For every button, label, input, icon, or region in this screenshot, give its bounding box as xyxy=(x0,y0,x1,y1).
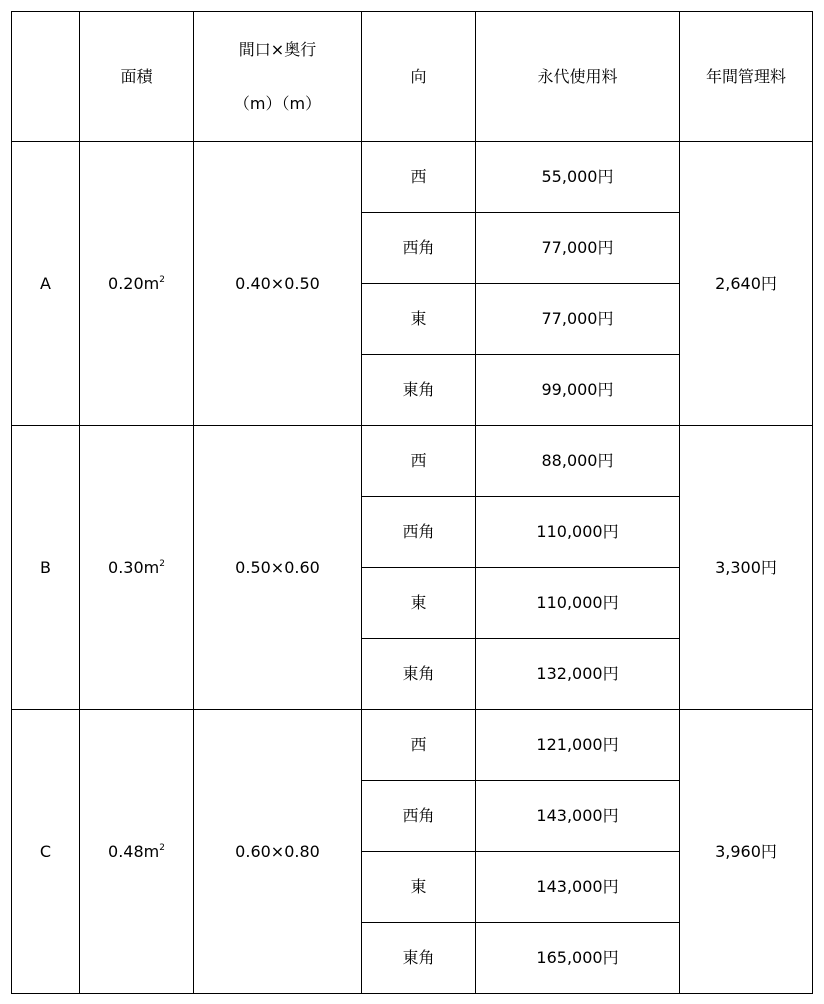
header-area: 面積 xyxy=(80,12,194,142)
perpetual-fee-cell: 110,000円 xyxy=(476,568,680,639)
direction-cell: 東 xyxy=(362,284,476,355)
perpetual-fee-cell: 110,000円 xyxy=(476,497,680,568)
header-perpetual-fee: 永代使用料 xyxy=(476,12,680,142)
perpetual-fee-cell: 77,000円 xyxy=(476,213,680,284)
plan-area xyxy=(80,710,194,994)
plan-type: A xyxy=(12,142,80,426)
plan-area xyxy=(80,142,194,426)
plan-area-unit-sup: 2 xyxy=(159,274,165,285)
price-table xyxy=(11,11,813,994)
direction-cell: 西角 xyxy=(362,213,476,284)
perpetual-fee-cell: 121,000円 xyxy=(476,710,680,781)
perpetual-fee-cell: 143,000円 xyxy=(476,852,680,923)
plan-area-unit-sup: 2 xyxy=(159,558,165,569)
direction-cell: 東 xyxy=(362,852,476,923)
direction-cell: 東角 xyxy=(362,355,476,426)
direction-cell: 西 xyxy=(362,142,476,213)
header-row xyxy=(12,12,813,142)
plan-area-unit-sup: 2 xyxy=(159,842,165,853)
table-row xyxy=(12,710,813,781)
header-blank-cell xyxy=(12,12,80,142)
plan-dimensions: 0.60×0.80 xyxy=(194,710,362,994)
perpetual-fee-cell: 55,000円 xyxy=(476,142,680,213)
perpetual-fee-cell: 165,000円 xyxy=(476,923,680,994)
plan-dimensions: 0.40×0.50 xyxy=(194,142,362,426)
direction-cell: 東角 xyxy=(362,639,476,710)
header-dimensions-line2: （m）（m） xyxy=(233,93,322,113)
direction-cell: 西 xyxy=(362,426,476,497)
plan-area-value: 0.20m xyxy=(108,273,160,293)
plan-type: B xyxy=(12,426,80,710)
header-direction: 向 xyxy=(362,12,476,142)
plan-area-value: 0.48m xyxy=(108,841,160,861)
plan-area xyxy=(80,426,194,710)
table-row xyxy=(12,426,813,497)
perpetual-fee-cell: 77,000円 xyxy=(476,284,680,355)
plan-type: C xyxy=(12,710,80,994)
header-annual-fee: 年間管理料 xyxy=(680,12,813,142)
header-dimensions-line1: 間口×奥行 xyxy=(238,40,317,60)
plan-area-value: 0.30m xyxy=(108,557,160,577)
plan-dimensions: 0.50×0.60 xyxy=(194,426,362,710)
direction-cell: 東角 xyxy=(362,923,476,994)
direction-cell: 西角 xyxy=(362,497,476,568)
annual-fee-cell: 3,960円 xyxy=(680,710,813,994)
perpetual-fee-cell: 88,000円 xyxy=(476,426,680,497)
direction-cell: 西 xyxy=(362,710,476,781)
perpetual-fee-cell: 132,000円 xyxy=(476,639,680,710)
direction-cell: 西角 xyxy=(362,781,476,852)
perpetual-fee-cell: 99,000円 xyxy=(476,355,680,426)
perpetual-fee-cell: 143,000円 xyxy=(476,781,680,852)
direction-cell: 東 xyxy=(362,568,476,639)
header-dimensions xyxy=(194,12,362,142)
annual-fee-cell: 2,640円 xyxy=(680,142,813,426)
table-row xyxy=(12,142,813,213)
annual-fee-cell: 3,300円 xyxy=(680,426,813,710)
